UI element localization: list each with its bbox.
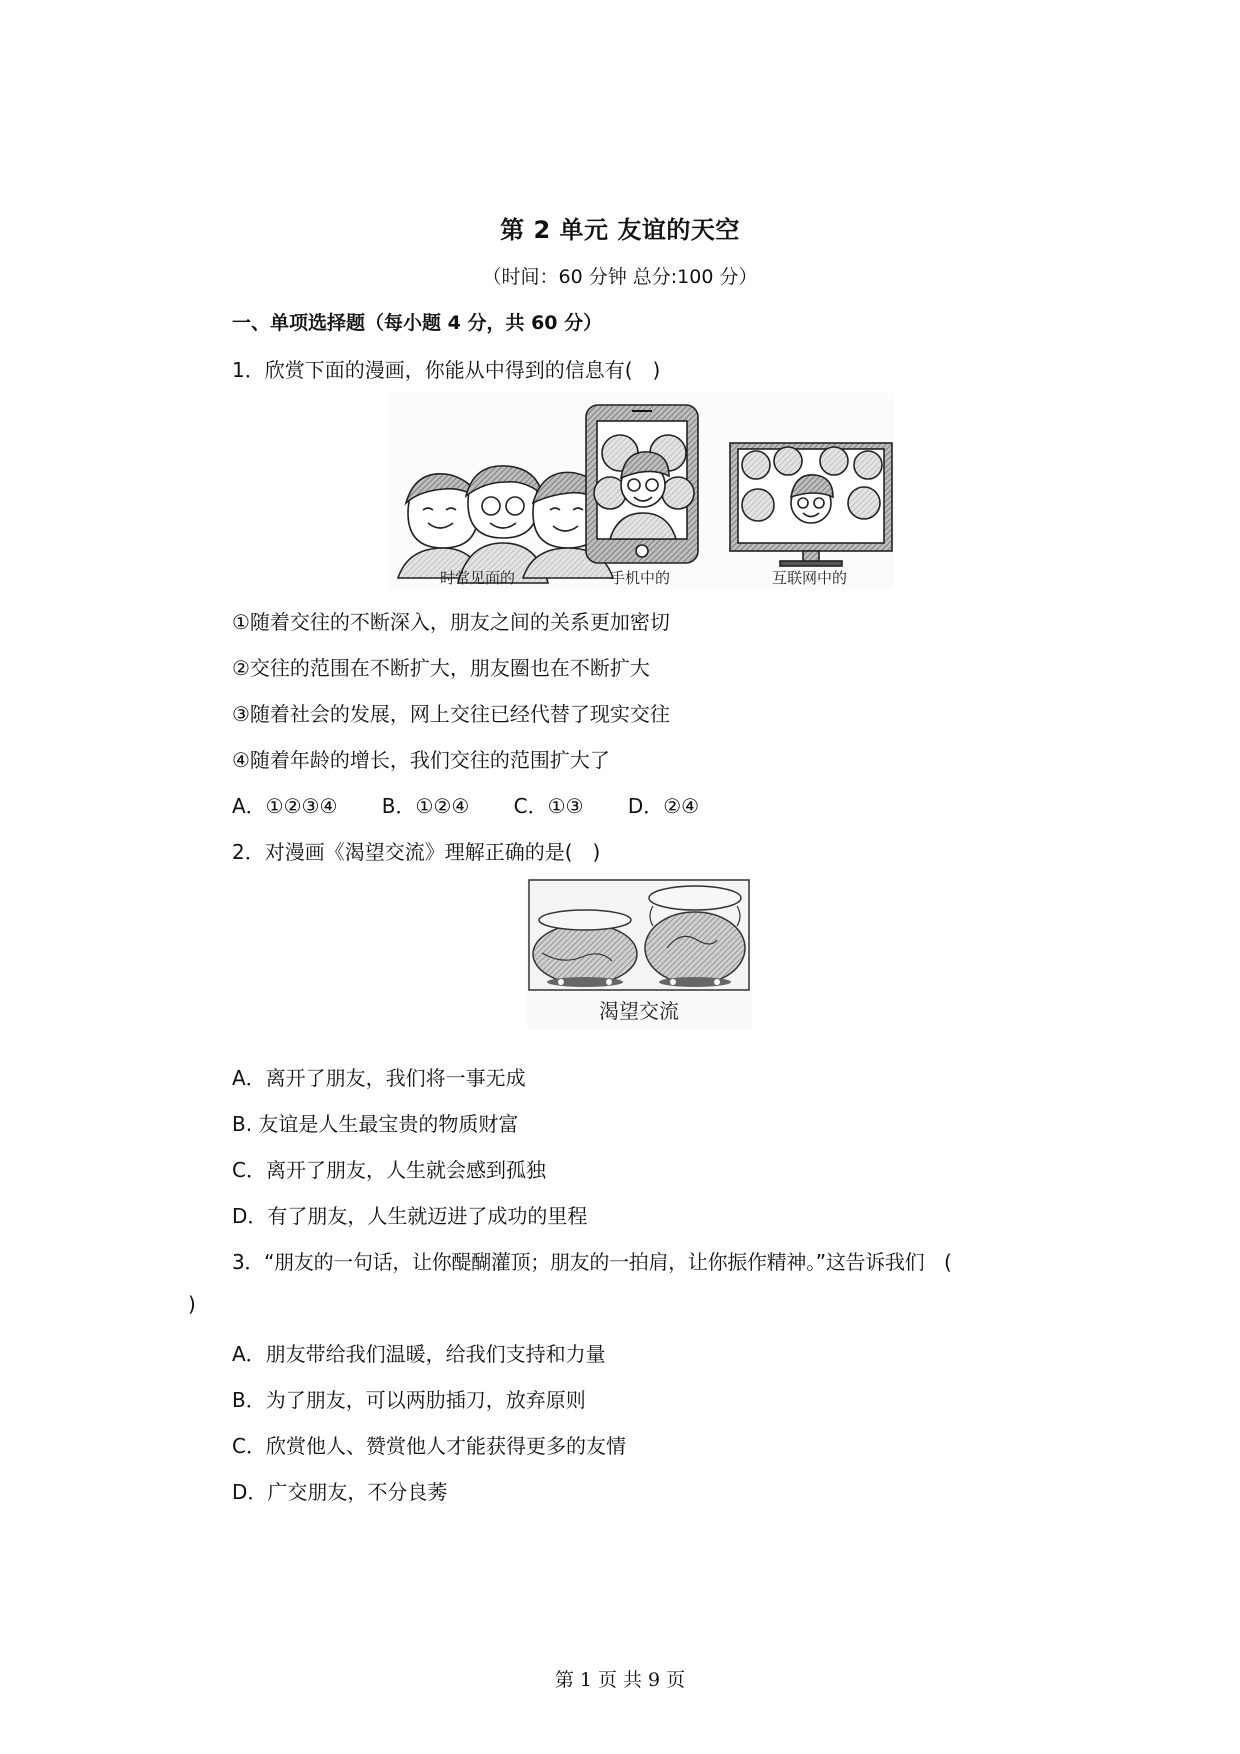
question-1-options xyxy=(232,790,737,819)
question-2-stem: 2．对漫画《渴望交流》理解正确的是( ) xyxy=(232,840,601,864)
phone-crowd-illustration xyxy=(586,405,698,563)
question-1-stem: 1．欣赏下面的漫画，你能从中得到的信息有( ) xyxy=(232,358,661,382)
question-3-stem: 3．“朋友的一句话，让你醍醐灌顶；朋友的一拍肩，让你振作精神。”这告诉我们 ( xyxy=(232,1250,952,1274)
question-2-option-b[interactable]: B. 友谊是人生最宝贵的物质财富 xyxy=(232,1112,519,1136)
page-footer: 第 1 页 共 9 页 xyxy=(554,1669,686,1691)
question-3-option-b[interactable]: B．为了朋友，可以两肋插刀，放弃原则 xyxy=(232,1388,586,1412)
question-1-comic xyxy=(388,393,894,590)
two-fishbowls-illustration xyxy=(529,880,749,990)
question-1-statement-4: ④随着年龄的增长，我们交往的范围扩大了 xyxy=(232,748,610,772)
question-2-option-d[interactable]: D．有了朋友，人生就迈进了成功的里程 xyxy=(232,1204,588,1228)
question-1-option-d[interactable]: D．②④ xyxy=(627,794,700,818)
panel-caption-1: 时常见面的 xyxy=(440,569,516,587)
section-heading: 一、单项选择题（每小题 4 分，共 60 分） xyxy=(232,312,603,334)
three-friends-illustration xyxy=(398,466,613,583)
question-2-comic xyxy=(527,878,752,1030)
question-1-statement-1: ①随着交往的不断深入，朋友之间的关系更加密切 xyxy=(232,610,670,634)
monitor-crowd-illustration xyxy=(730,443,892,566)
question-2-option-a[interactable]: A．离开了朋友，我们将一事无成 xyxy=(232,1066,526,1090)
question-2-option-c[interactable]: C．离开了朋友，人生就会感到孤独 xyxy=(232,1158,546,1182)
question-3-option-a[interactable]: A．朋友带给我们温暖，给我们支持和力量 xyxy=(232,1342,606,1366)
question-1-option-a[interactable]: A．①②③④ xyxy=(232,794,338,818)
question-1-statement-2: ②交往的范围在不断扩大，朋友圈也在不断扩大 xyxy=(232,656,650,680)
panel-caption-3: 互联网中的 xyxy=(772,569,848,587)
comic-caption: 渴望交流 xyxy=(599,999,679,1023)
exam-info: （时间：60 分钟 总分:100 分） xyxy=(482,266,758,288)
panel-caption-2: 手机中的 xyxy=(610,569,671,587)
question-3-option-c[interactable]: C．欣赏他人、赞赏他人才能获得更多的友情 xyxy=(232,1434,626,1458)
question-1-option-b[interactable]: B．①②④ xyxy=(381,794,470,818)
page-title: 第 2 单元 友谊的天空 xyxy=(500,216,740,244)
question-3-option-d[interactable]: D．广交朋友，不分良莠 xyxy=(232,1480,448,1504)
question-3-stem-continuation: ) xyxy=(188,1292,196,1316)
question-1-option-c[interactable]: C．①③ xyxy=(513,794,584,818)
question-1-statement-3: ③随着社会的发展，网上交往已经代替了现实交往 xyxy=(232,702,670,726)
